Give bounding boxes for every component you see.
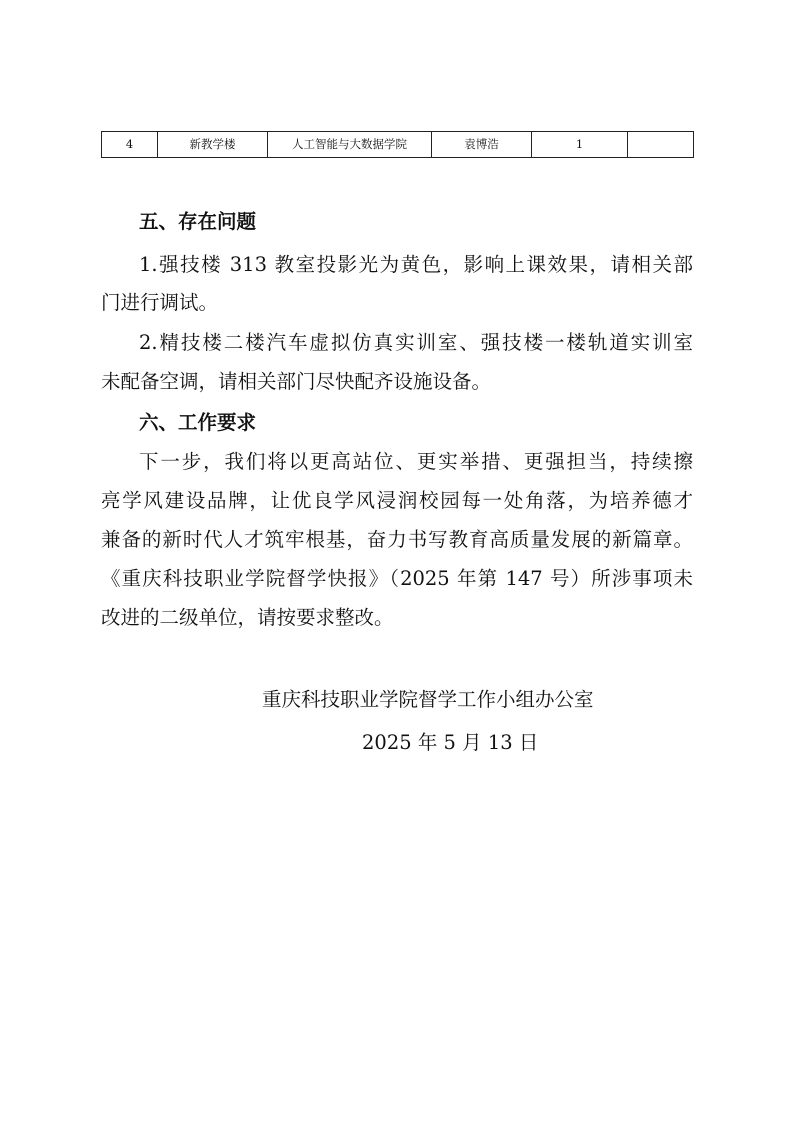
cell-count: 1 <box>532 132 628 158</box>
problem-item-1-line-2: 门进行调试。 <box>101 291 219 314</box>
signature-office: 重庆科技职业学院督学工作小组办公室 <box>262 688 594 711</box>
cell-remark <box>628 132 694 158</box>
cell-college: 人工智能与大数据学院 <box>268 132 432 158</box>
problem-item-1-line-1: 1.强技楼 313 教室投影光为黄色，影响上课效果，请相关部 <box>139 253 693 276</box>
problem-item-2-line-1: 2.精技楼二楼汽车虚拟仿真实训室、强技楼一楼轨道实训室 <box>139 331 693 354</box>
requirement-line-4: 《重庆科技职业学院督学快报》（2025 年第 147 号）所涉事项未 <box>101 567 693 590</box>
cell-building: 新教学楼 <box>158 132 268 158</box>
section-heading-requirements: 六、工作要求 <box>139 411 257 434</box>
requirement-line-1: 下一步，我们将以更高站位、更实举措、更强担当，持续擦 <box>139 450 693 473</box>
requirement-line-2: 亮学风建设品牌，让优良学风浸润校园每一处角落，为培养德才 <box>101 489 693 512</box>
cell-person: 袁博浩 <box>432 132 532 158</box>
problem-item-2-line-2: 未配备空调，请相关部门尽快配齐设施设备。 <box>101 370 492 393</box>
table-row <box>102 132 694 158</box>
requirement-line-5: 改进的二级单位，请按要求整改。 <box>101 606 394 629</box>
requirement-line-3: 兼备的新时代人才筑牢根基，奋力书写教育高质量发展的新篇章。 <box>101 528 693 551</box>
signature-date: 2025 年 5 月 13 日 <box>362 731 539 754</box>
inspection-table <box>101 131 694 158</box>
section-heading-problems: 五、存在问题 <box>139 210 257 233</box>
cell-number: 4 <box>102 132 158 158</box>
